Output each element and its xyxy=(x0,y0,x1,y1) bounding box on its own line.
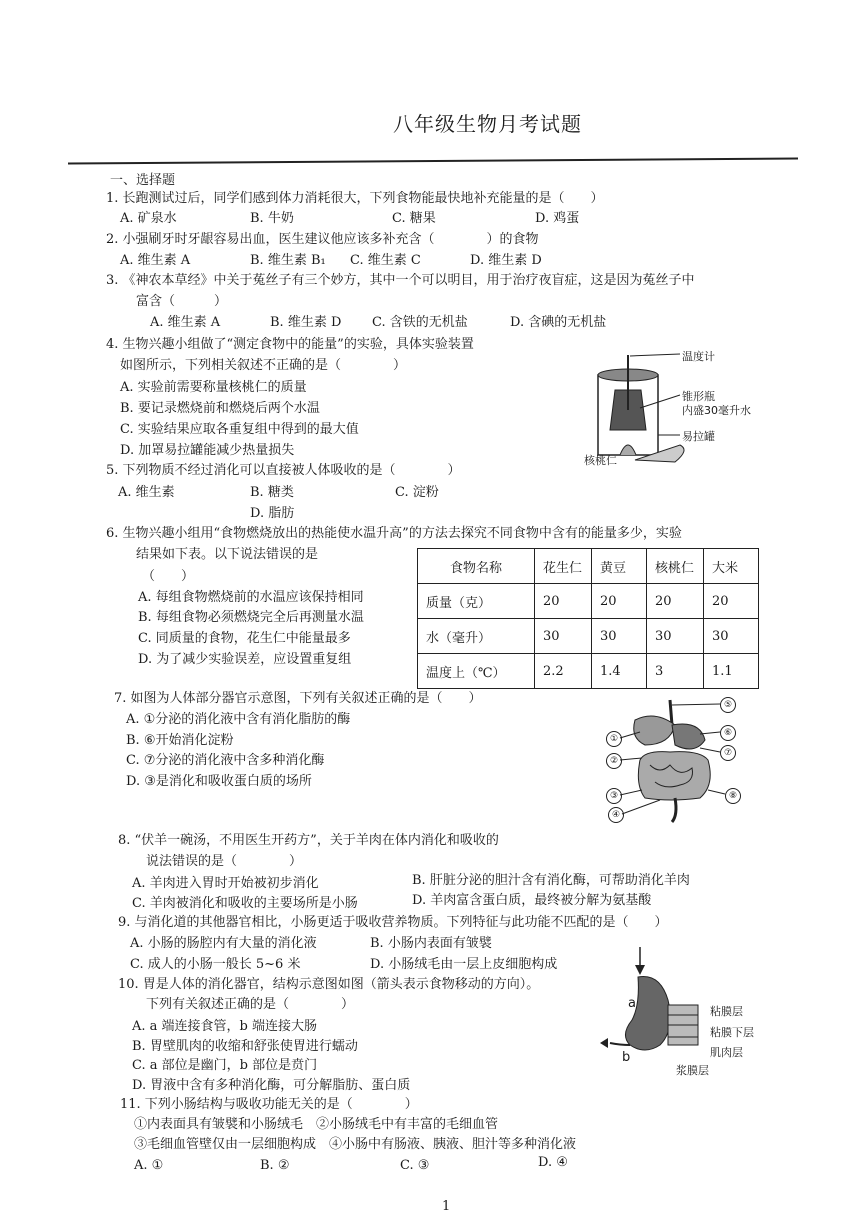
q4-option-b: B. 要记录燃烧前和燃烧后两个水温 xyxy=(120,401,320,416)
q10-option-a: A. a 端连接食管，b 端连接大肠 xyxy=(132,1019,317,1034)
label-circle-2: ② xyxy=(606,753,622,769)
q1-option-b: B. 牛奶 xyxy=(250,211,294,226)
table-row xyxy=(418,619,759,654)
q7-option-b: B. ⑥开始消化淀粉 xyxy=(126,733,234,748)
q9-option-b: B. 小肠内表面有皱襞 xyxy=(370,936,492,951)
table-cell: 质量（克） xyxy=(418,584,535,619)
q11-option-a: A. ① xyxy=(134,1158,164,1173)
label-circle-5: ⑤ xyxy=(720,697,736,713)
pylorus-shape xyxy=(610,1043,630,1045)
q11-items-line2: ③毛细血管壁仅由一层细胞构成 ④小肠中有肠液、胰液、胆汁等多种消化液 xyxy=(134,1137,577,1152)
flame-shape xyxy=(620,445,636,455)
q9-option-d: D. 小肠绒毛由一层上皮细胞构成 xyxy=(370,957,558,972)
q3-option-d: D. 含碘的无机盐 xyxy=(510,315,607,330)
q3-stem-line1: 3. 《神农本草经》中关于菟丝子有三个妙方，其中一个可以明目，用于治疗夜盲症，这是因为菟丝子中 xyxy=(106,273,695,288)
q8-option-b: B. 肝脏分泌的胆汁含有消化酶，可帮助消化羊肉 xyxy=(412,873,690,888)
table-cell: 30 xyxy=(704,619,759,654)
leader-flask xyxy=(640,395,680,408)
q8-stem-line1: 8. “伏羊一碗汤，不用医生开药方”，关于羊肉在体内消化和吸收的 xyxy=(118,833,499,848)
q10-option-d: D. 胃液中含有多种消化酶，可分解脂肪、蛋白质 xyxy=(132,1078,411,1093)
arrow-in-head xyxy=(635,965,645,975)
intestine-shape xyxy=(638,752,710,800)
q9-option-c: C. 成人的小肠一般长 5~6 米 xyxy=(130,957,301,972)
q7-option-c: C. ⑦分泌的消化液中含多种消化酶 xyxy=(126,753,325,768)
table-header-cell: 核桃仁 xyxy=(647,549,704,584)
q2-option-b: B. 维生素 B₁ xyxy=(250,253,326,268)
table-cell: 水（毫升） xyxy=(418,619,535,654)
table-header-cell: 大米 xyxy=(704,549,759,584)
table-header-cell: 食物名称 xyxy=(418,549,535,584)
label-b: b xyxy=(622,1050,631,1065)
table-row xyxy=(418,584,759,619)
table-header-cell: 黄豆 xyxy=(592,549,647,584)
page-title: 八年级生物月考试题 xyxy=(393,112,582,136)
table-cell: 2.2 xyxy=(535,654,592,689)
q11-items-line1: ①内表面具有皱襞和小肠绒毛 ②小肠绒毛中有丰富的毛细血管 xyxy=(134,1117,499,1132)
q4-stem-line1: 4. 生物兴趣小组做了“测定食物中的能量”的实验，具体实验装置 xyxy=(106,337,474,352)
q9-option-a: A. 小肠的肠腔内有大量的消化液 xyxy=(130,936,317,951)
q5-stem: 5. 下列物质不经过消化可以直接被人体吸收的是（ ） xyxy=(106,463,461,478)
q8-stem-line2: 说法错误的是（ ） xyxy=(146,854,303,869)
q5-option-b: B. 糖类 xyxy=(250,485,294,500)
q4-option-d: D. 加罩易拉罐能减少热量损失 xyxy=(120,443,295,458)
q10-stem-line1: 10. 胃是人体的消化器官，结构示意图如图（箭头表示食物移动的方向）。 xyxy=(118,977,540,992)
hand-shape xyxy=(635,445,684,462)
arrow-out-head xyxy=(600,1038,608,1048)
label-walnut: 核桃仁 xyxy=(584,454,617,467)
q11-stem: 11. 下列小肠结构与吸收功能无关的是（ ） xyxy=(120,1097,418,1112)
table-cell: 20 xyxy=(704,584,759,619)
section-heading: 一、选择题 xyxy=(110,173,176,188)
q2-option-c: C. 维生素 C xyxy=(350,253,421,268)
q10-stem-line2: 下列有关叙述正确的是（ ） xyxy=(146,997,355,1012)
q1-stem: 1. 长跑测试过后，同学们感到体力消耗很大，下列食物能最快地补充能量的是（ ） xyxy=(106,191,604,206)
table-cell: 20 xyxy=(647,584,704,619)
q2-option-d: D. 维生素 D xyxy=(470,253,542,268)
leader-3 xyxy=(620,790,642,795)
q6-answer-blank: （ ） xyxy=(142,569,195,584)
label-circle-4: ④ xyxy=(608,807,624,823)
label-circle-7: ⑦ xyxy=(720,745,736,761)
q6-option-b: B. 每组食物必须燃烧完全后再测量水温 xyxy=(138,610,364,625)
q3-option-b: B. 维生素 D xyxy=(270,315,342,330)
leader-5 xyxy=(672,704,720,705)
leader-thermometer xyxy=(630,354,680,356)
q6-option-c: C. 同质量的食物，花生仁中能量最多 xyxy=(138,631,351,646)
leader-7 xyxy=(700,748,720,752)
q1-option-d: D. 鸡蛋 xyxy=(535,211,580,226)
stomach-shape xyxy=(672,724,705,749)
q7-option-d: D. ③是消化和吸收蛋白质的场所 xyxy=(126,774,312,789)
q7-option-a: A. ①分泌的消化液中含有消化脂肪的酶 xyxy=(126,712,351,727)
food-energy-table xyxy=(417,548,759,689)
q6-option-a: A. 每组食物燃烧前的水温应该保持相同 xyxy=(138,590,364,605)
q2-option-a: A. 维生素 A xyxy=(120,253,191,268)
label-thermometer: 温度计 xyxy=(682,350,715,363)
table-row xyxy=(418,654,759,689)
table-cell: 20 xyxy=(535,584,592,619)
leader-8 xyxy=(708,790,725,794)
rectum-shape xyxy=(672,798,676,822)
table-header-row xyxy=(418,549,759,584)
label-circle-1: ① xyxy=(606,731,622,747)
header-rule xyxy=(68,157,798,164)
label-a: a xyxy=(628,996,636,1011)
leader-2 xyxy=(620,758,642,760)
q11-option-b: B. ② xyxy=(260,1158,290,1173)
label-can: 易拉罐 xyxy=(682,430,715,443)
q6-option-d: D. 为了减少实验误差，应设置重复组 xyxy=(138,652,352,667)
q3-stem-line2: 富含（ ） xyxy=(136,294,228,309)
q7-stem: 7. 如图为人体部分器官示意图，下列有关叙述正确的是（ ） xyxy=(114,691,482,706)
table-cell: 3 xyxy=(647,654,704,689)
leader-6 xyxy=(700,732,720,734)
liver-shape xyxy=(634,716,675,745)
table-cell: 1.4 xyxy=(592,654,647,689)
q10-option-c: C. a 部位是幽门，b 部位是贲门 xyxy=(132,1058,318,1073)
q3-option-a: A. 维生素 A xyxy=(150,315,221,330)
q1-option-a: A. 矿泉水 xyxy=(120,211,177,226)
page-number: 1 xyxy=(442,1199,451,1214)
table-header-cell: 花生仁 xyxy=(535,549,592,584)
table-cell: 30 xyxy=(592,619,647,654)
q4-stem-line2: 如图所示，下列相关叙述不正确的是（ ） xyxy=(120,358,407,373)
table-cell: 温度上（℃） xyxy=(418,654,535,689)
label-flask: 锥形瓶 xyxy=(682,390,715,403)
q8-option-a: A. 羊肉进入胃时开始被初步消化 xyxy=(132,876,319,891)
q4-option-c: C. 实验结果应取各重复组中得到的最大值 xyxy=(120,422,359,437)
q6-stem-line2: 结果如下表。以下说法错误的是 xyxy=(136,547,319,562)
q6-stem-line1: 6. 生物兴趣小组用“食物燃烧放出的热能使水温升高”的方法去探究不同食物中含有的能量多少，实验 xyxy=(106,526,682,541)
q5-option-c: C. 淀粉 xyxy=(395,485,439,500)
q2-stem: 2. 小强刷牙时牙龈容易出血，医生建议他应该多补充含（ ）的食物 xyxy=(106,232,539,247)
q9-stem: 9. 与消化道的其他器官相比，小肠更适于吸收营养物质。下列特征与此功能不匹配的是（ ） xyxy=(118,915,668,930)
q1-option-c: C. 糖果 xyxy=(392,211,436,226)
label-circle-3: ③ xyxy=(606,788,622,804)
q8-option-d: D. 羊肉富含蛋白质，最终被分解为氨基酸 xyxy=(412,893,652,908)
q5-option-d: D. 脂肪 xyxy=(250,506,295,521)
label-submucosa: 粘膜下层 xyxy=(710,1026,754,1039)
q8-option-c: C. 羊肉被消化和吸收的主要场所是小肠 xyxy=(132,896,358,911)
table-cell: 20 xyxy=(592,584,647,619)
table-cell: 1.1 xyxy=(704,654,759,689)
q11-option-c: C. ③ xyxy=(400,1158,430,1173)
label-circle-8: ⑧ xyxy=(725,788,741,804)
stomach-figure xyxy=(600,945,710,1065)
q10-option-b: B. 胃壁肌肉的收缩和舒张使胃进行蠕动 xyxy=(132,1039,358,1054)
label-muscle: 肌肉层 xyxy=(710,1046,743,1059)
table-cell: 30 xyxy=(535,619,592,654)
q11-option-d: D. ④ xyxy=(538,1155,568,1170)
label-water: 内盛30毫升水 xyxy=(682,404,751,417)
q4-option-a: A. 实验前需要称量核桃仁的质量 xyxy=(120,380,307,395)
label-circle-6: ⑥ xyxy=(720,725,736,741)
label-serosa: 浆膜层 xyxy=(676,1064,709,1077)
stomach-body xyxy=(625,976,670,1050)
leader-4 xyxy=(622,800,660,814)
table-cell: 30 xyxy=(647,619,704,654)
q5-option-a: A. 维生素 xyxy=(118,485,175,500)
q3-option-c: C. 含铁的无机盐 xyxy=(372,315,468,330)
label-mucosa: 粘膜层 xyxy=(710,1005,743,1018)
